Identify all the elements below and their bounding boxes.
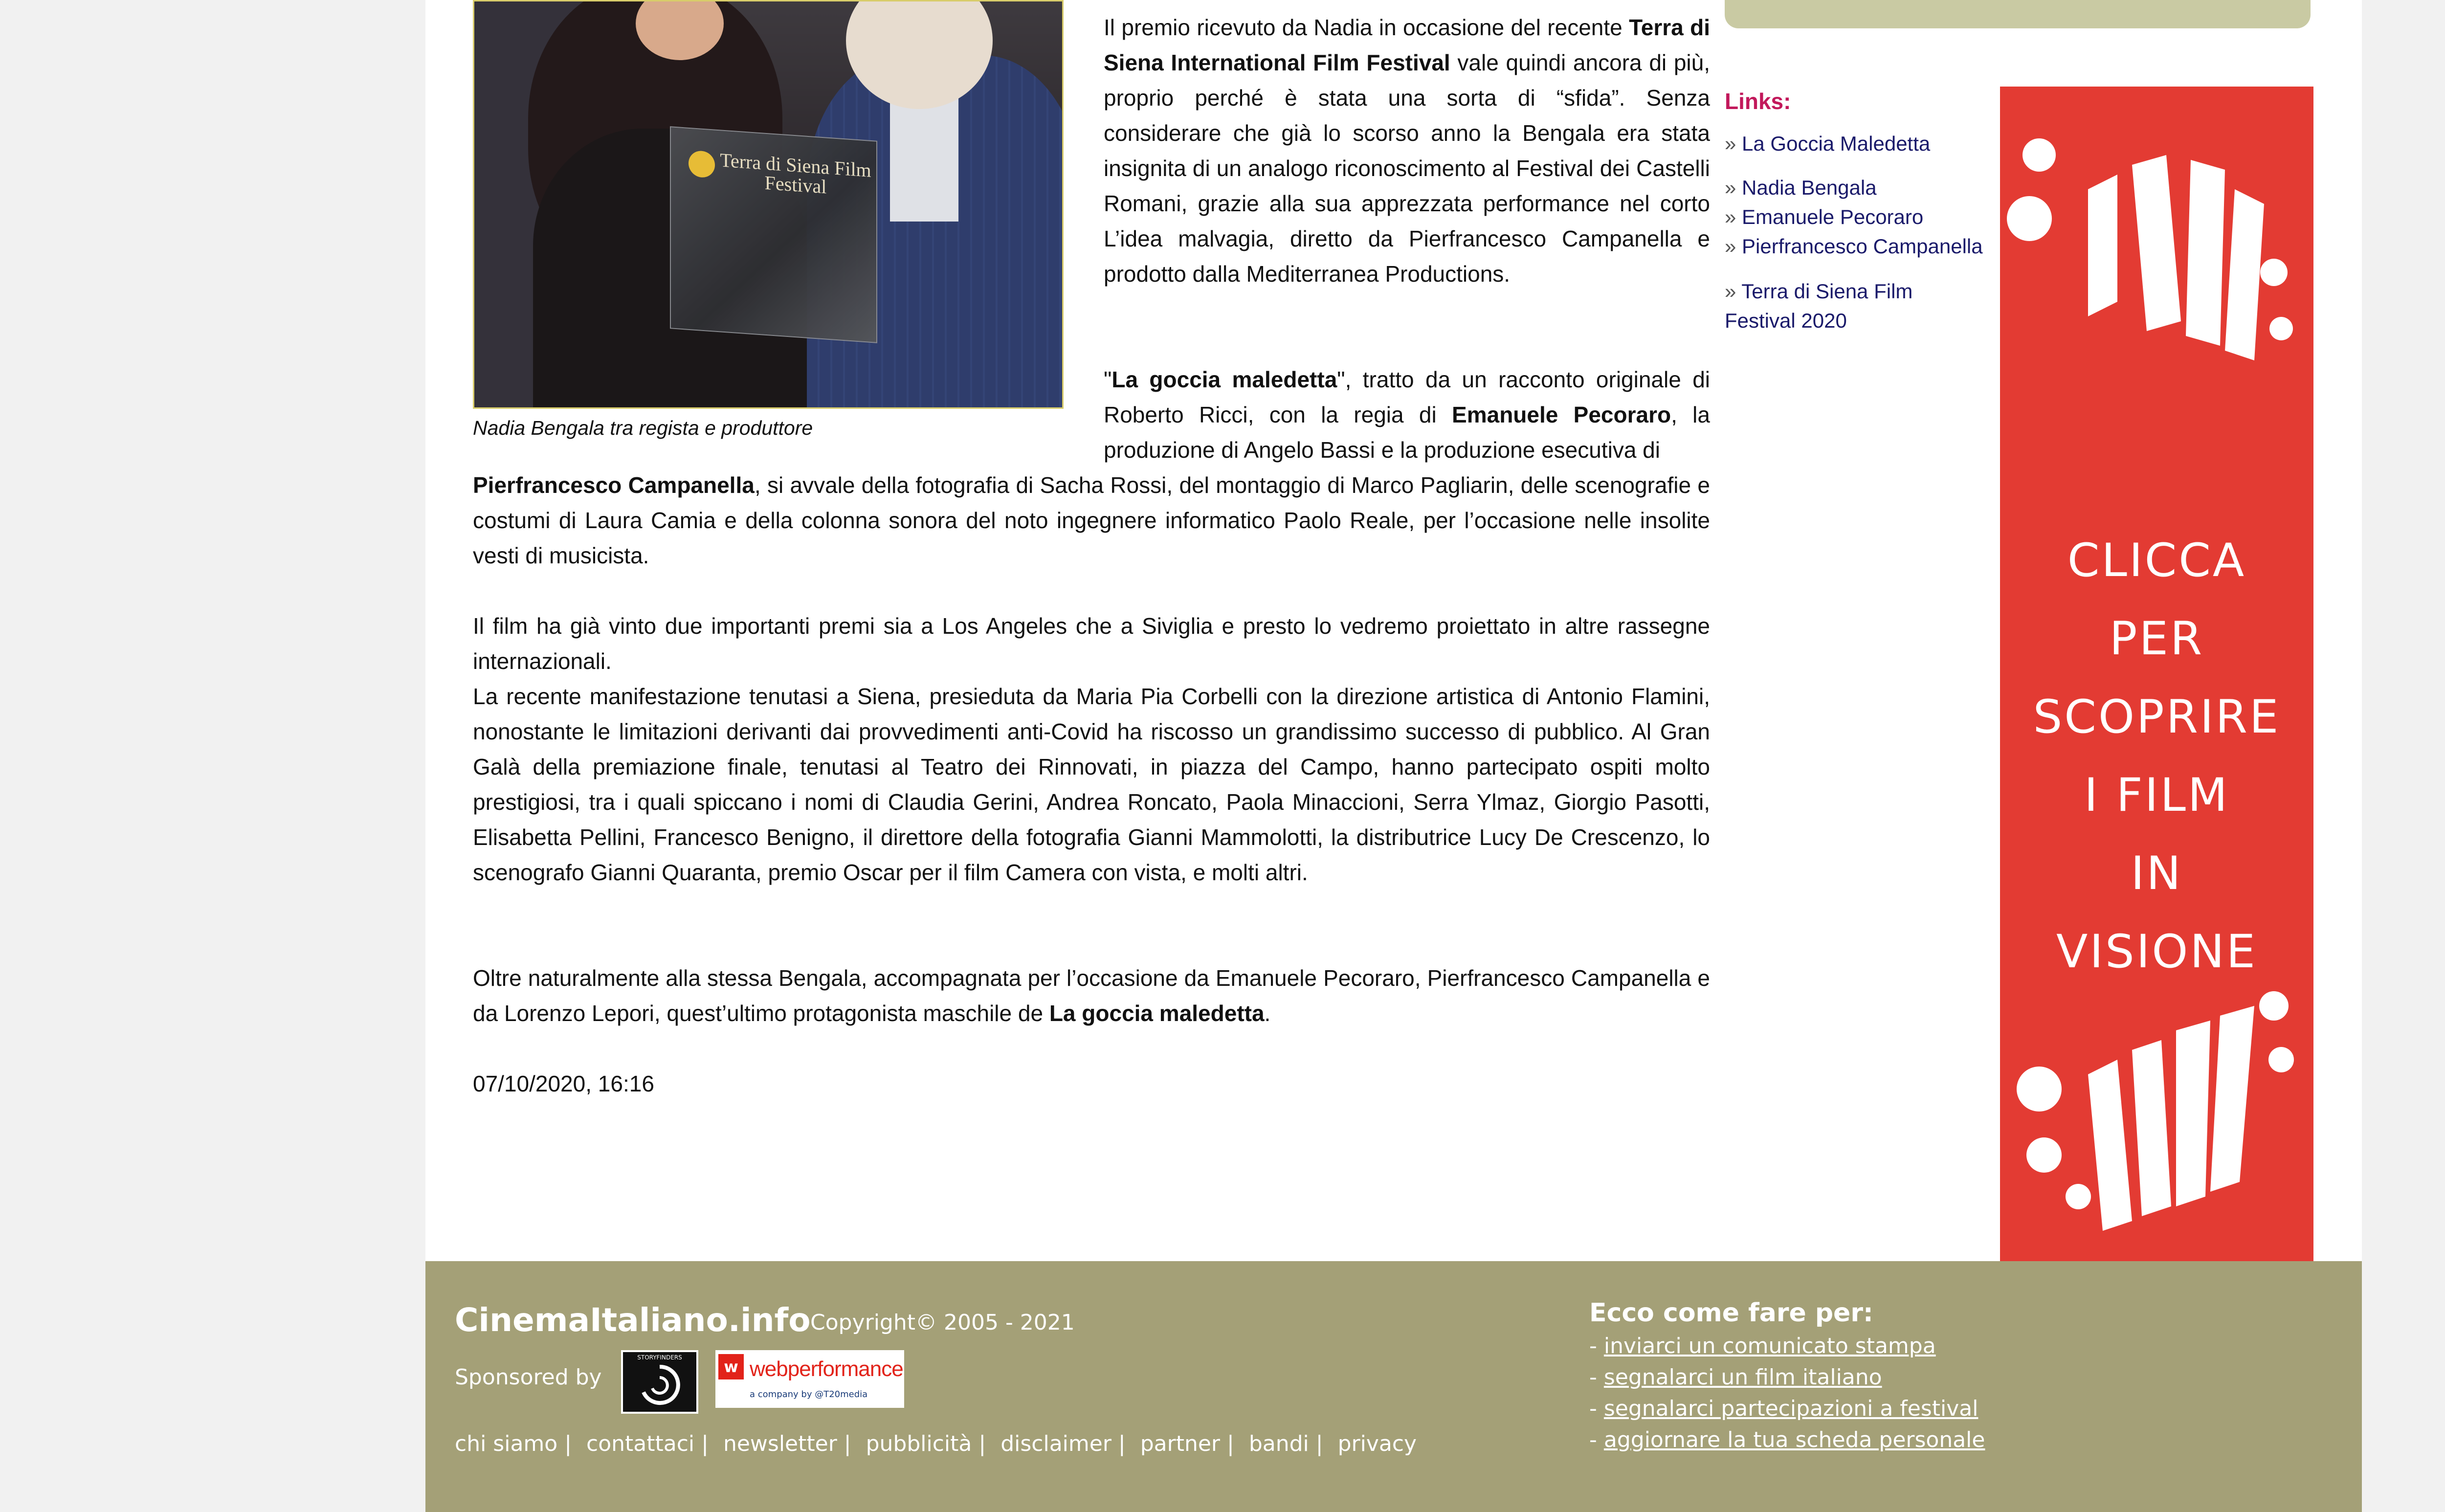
- sidebar-box: [1725, 0, 2311, 28]
- footer-brand[interactable]: CinemaItaliano.info: [455, 1301, 811, 1339]
- howto-heading: Ecco come fare per:: [1589, 1298, 1873, 1328]
- article-paragraph-3: Il film ha già vinto due importanti premi sia a Los Angeles che a Siviglia e presto lo vedremo proiettato in altre rassegne internazionali.: [473, 613, 1710, 674]
- nav-privacy[interactable]: privacy: [1337, 1431, 1417, 1456]
- nav-bandi[interactable]: bandi: [1248, 1431, 1309, 1456]
- storyfinders-logo[interactable]: STORYFINDERS: [621, 1350, 698, 1414]
- film-logo-icon-top: [2000, 116, 2313, 390]
- nav-contattaci[interactable]: contattaci: [586, 1431, 695, 1456]
- howto-item-comunicato: - inviarci un comunicato stampa: [1589, 1334, 1936, 1358]
- photo-caption: Nadia Bengala tra regista e produttore: [473, 417, 813, 439]
- link-pierfrancesco-campanella[interactable]: » Pierfrancesco Campanella: [1725, 235, 1983, 258]
- howto-link-scheda[interactable]: aggiornare la tua scheda personale: [1603, 1427, 1985, 1452]
- banner-text[interactable]: CLICCA PER SCOPRIRE I FILM IN VISIONE: [2033, 534, 2281, 978]
- article-paragraph-2: "La goccia maledetta", tratto da un racconto originale di Roberto Ricci, con la regia di Emanuele Pecoraro, la produzione di Angelo Bassi e la produzione esecutiva di: [1104, 367, 1710, 463]
- nav-pubblicita[interactable]: pubblicità: [866, 1431, 972, 1456]
- film-banner[interactable]: [2000, 87, 2313, 1261]
- sun-logo-icon: [689, 150, 715, 178]
- footer-copyright: Copyright© 2005 - 2021: [810, 1310, 1075, 1335]
- site-footer: [425, 1261, 2362, 1512]
- footer-nav: chi siamo | contattaci | newsletter | pubblicità | disclaimer | partner | bandi | privacy: [455, 1431, 1417, 1456]
- howto-link-comunicato[interactable]: inviarci un comunicato stampa: [1603, 1334, 1936, 1358]
- webperformance-mark-icon: w: [718, 1354, 744, 1379]
- nav-partner[interactable]: partner: [1140, 1431, 1221, 1456]
- nav-newsletter[interactable]: newsletter: [723, 1431, 837, 1456]
- article-photo: [473, 0, 1064, 409]
- link-emanuele-pecoraro[interactable]: » Emanuele Pecoraro: [1725, 205, 1924, 228]
- article-paragraph-4: La recente manifestazione tenutasi a Siena, presieduta da Maria Pia Corbelli con la direzione artistica di Antonio Flamini, nonostante le limitazioni derivanti dai provvedimenti anti-Covid ha riscosso un grandissimo successo di pubblico. Al Gran Galà della premiazione finale, tenutasi al Teatro dei Rinnovati, in piazza del Campo, hanno partecipato ospiti molto prestigiosi, tra i quali spiccano i nomi di Claudia Gerini, Andrea Roncato, Paola Minaccioni, Serra Ylmaz, Giorgio Pasotti, Elisabetta Pellini, Francesco Benigno, il direttore della fotografia Gianni Mammolotti, la distributrice Lucy De Crescenzo, lo scenografo Gianni Quaranta, premio Oscar per il film Camera con vista, e molti altri.: [473, 684, 1710, 885]
- links-heading: Links:: [1725, 89, 1791, 114]
- film-logo-icon-bottom: [2000, 967, 2313, 1260]
- link-la-goccia-maledetta[interactable]: » La Goccia Maledetta: [1725, 132, 1931, 155]
- nav-chi-siamo[interactable]: chi siamo: [455, 1431, 558, 1456]
- storyfinders-swirl-icon: [638, 1363, 682, 1407]
- howto-link-film[interactable]: segnalarci un film italiano: [1603, 1365, 1882, 1390]
- link-nadia-bengala[interactable]: » Nadia Bengala: [1725, 176, 1877, 199]
- howto-item-scheda: - aggiornare la tua scheda personale: [1589, 1427, 1985, 1452]
- link-terra-di-siena[interactable]: » Terra di Siena Film Festival 2020: [1725, 280, 1913, 332]
- sponsored-by-label: Sponsored by: [455, 1365, 602, 1390]
- article-date: 07/10/2020, 16:16: [473, 1071, 654, 1096]
- nav-disclaimer[interactable]: disclaimer: [1000, 1431, 1111, 1456]
- plaque-title: Terra di Siena Film Festival: [720, 149, 871, 198]
- howto-item-film: - segnalarci un film italiano: [1589, 1365, 1882, 1390]
- award-plaque: [670, 126, 877, 343]
- article-paragraph-2-continued: Pierfrancesco Campanella, si avvale della fotografia di Sacha Rossi, del montaggio di Marco Pagliarin, delle scenografie e costumi di Laura Camia e della colonna sonora del noto ingegnere informatico Paolo Reale, per l’occasione nelle insolite vesti di musicista.: [473, 472, 1710, 568]
- howto-item-festival: - segnalarci partecipazioni a festival: [1589, 1396, 1978, 1421]
- webperformance-logo[interactable]: w webperformance a company by @T20media: [715, 1350, 904, 1408]
- article-paragraph-1: Il premio ricevuto da Nadia in occasione del recente Terra di Siena International Film Festival vale quindi ancora di più, proprio perché è stata una sorta di “sfida”. Senza considerare che già lo scorso anno la Bengala era stata insignita di un analogo riconoscimento al Festival dei Castelli Romani, grazie alla sua apprezzata performance nel corto L’idea malvagia, diretto da Pierfrancesco Campanella e prodotto dalla Mediterranea Productions.: [1104, 15, 1710, 287]
- howto-link-festival[interactable]: segnalarci partecipazioni a festival: [1603, 1396, 1978, 1421]
- article-paragraph-5: Oltre naturalmente alla stessa Bengala, accompagnata per l’occasione da Emanuele Pecoraro, Pierfrancesco Campanella e da Lorenzo Lepori, quest’ultimo protagonista maschile de La goccia maledetta.: [473, 965, 1710, 1026]
